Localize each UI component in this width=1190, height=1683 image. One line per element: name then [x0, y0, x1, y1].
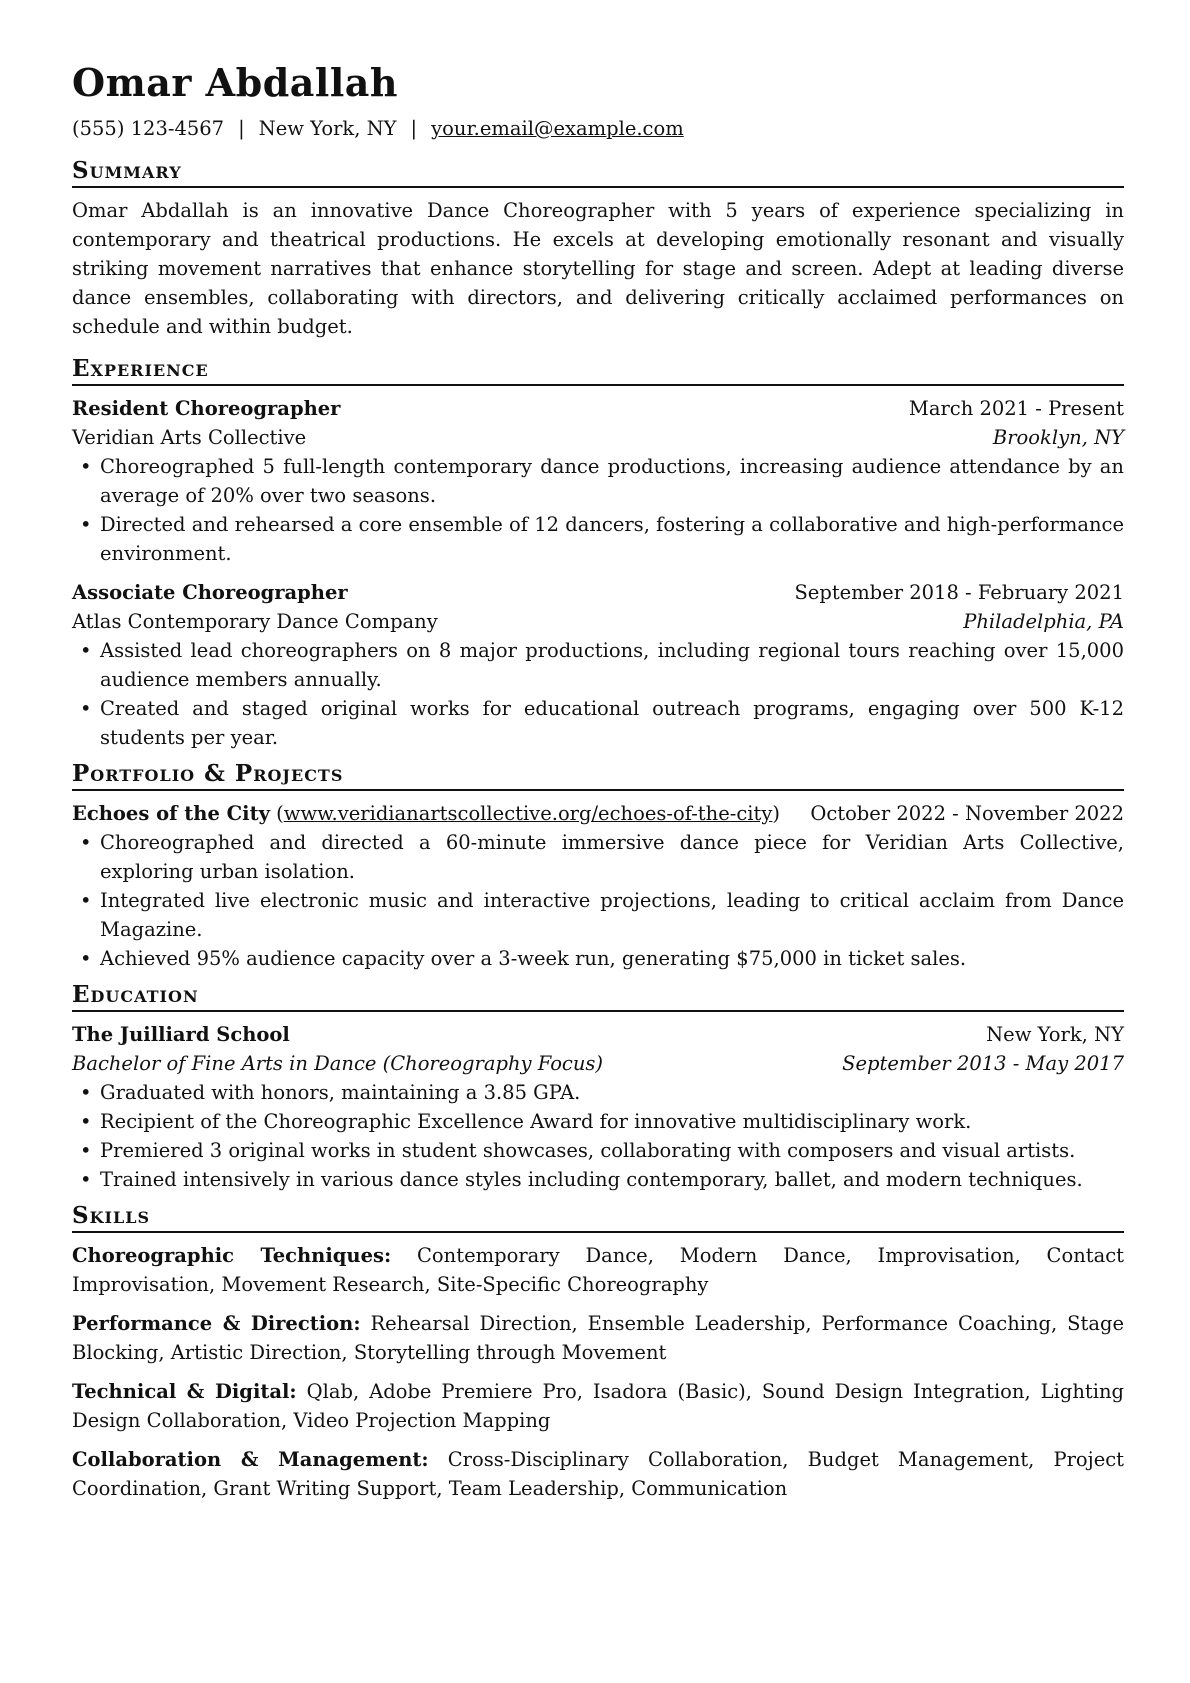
skill-group [72, 1377, 1124, 1435]
candidate-name: Omar Abdallah [72, 60, 399, 105]
bullet-item: • Created and staged original works for educational outreach programs, engaging over 500 K-12 students per year. [72, 694, 1124, 752]
email-link[interactable]: your.email@example.com [431, 117, 684, 140]
bullet-item: • Recipient of the Choreographic Excellence Award for innovative multidisciplinary work. [72, 1107, 1124, 1136]
projects-section [72, 760, 1124, 973]
experience-entry [72, 578, 1124, 752]
skill-group [72, 1241, 1124, 1299]
job-title: Resident Choreographer [72, 397, 341, 420]
bullet-item: • Directed and rehearsed a core ensemble of 12 dancers, fostering a collaborative and high-performance environment. [72, 510, 1124, 568]
job-bullets [72, 452, 1124, 568]
school-location: New York, NY [986, 1023, 1124, 1046]
job-dates: September 2018 - February 2021 [794, 581, 1124, 604]
skills-section [72, 1202, 1124, 1503]
contact-line [72, 114, 1124, 149]
job-location: Philadelphia, PA [963, 610, 1124, 633]
job-location: Brooklyn, NY [992, 426, 1124, 449]
contact-separator: | [238, 117, 245, 140]
job-dates: March 2021 - Present [908, 397, 1124, 420]
skill-group-label: Collaboration & Management: [72, 1448, 429, 1471]
skill-group [72, 1445, 1124, 1503]
section-title-experience: Experience [72, 355, 1124, 386]
phone-number: (555) 123-4567 [72, 117, 225, 140]
skill-group-label: Performance & Direction: [72, 1312, 361, 1335]
contact-separator: | [410, 117, 418, 140]
project-entry [72, 799, 1124, 973]
education-entry [72, 1020, 1124, 1194]
project-name: Echoes of the City [72, 802, 270, 825]
job-title: Associate Choreographer [72, 581, 348, 604]
project-bullets [72, 828, 1124, 973]
location: New York, NY [258, 117, 397, 140]
skill-group-label: Choreographic Techniques: [72, 1244, 392, 1267]
bullet-item: • Achieved 95% audience capacity over a 3-week run, generating $75,000 in ticket sales. [72, 944, 1124, 973]
company-name: Atlas Contemporary Dance Company [72, 610, 438, 633]
project-dates: October 2022 - November 2022 [810, 802, 1124, 825]
paren-close: ) [772, 802, 780, 825]
skill-group-label: Technical & Digital: [72, 1380, 297, 1403]
bullet-item: • Integrated live electronic music and interactive projections, leading to critical acclaim from Dance Magazine. [72, 886, 1124, 944]
bullet-item: • Premiered 3 original works in student showcases, collaborating with composers and visual artists. [72, 1136, 1124, 1165]
bullet-item: • Assisted lead choreographers on 8 major productions, including regional tours reaching over 15,000 audience members annually. [72, 636, 1124, 694]
section-title-summary: Summary [72, 157, 1124, 188]
bullet-item: • Choreographed and directed a 60-minute immersive dance piece for Veridian Arts Collective, exploring urban isolation. [72, 828, 1124, 886]
project-url-link[interactable]: www.veridianartscollective.org/echoes-of-the-city [283, 802, 773, 825]
skill-group-values: Contemporary Dance, Modern Dance, Improvisation, Contact Improvisation, Movement Research, Site-Specific Choreography [72, 1244, 1124, 1296]
resume-page [72, 58, 1124, 1513]
bullet-item: • Graduated with honors, maintaining a 3.85 GPA. [72, 1078, 1124, 1107]
section-title-skills: Skills [72, 1202, 1124, 1233]
skill-group-values: Rehearsal Direction, Ensemble Leadership, Performance Coaching, Stage Blocking, Artistic Direction, Storytelling through Movement [72, 1312, 1124, 1364]
experience-entry [72, 394, 1124, 568]
experience-section [72, 355, 1124, 752]
job-bullets [72, 636, 1124, 752]
section-title-projects: Portfolio & Projects [72, 760, 1124, 791]
company-name: Veridian Arts Collective [72, 426, 307, 449]
bullet-item: • Trained intensively in various dance styles including contemporary, ballet, and modern techniques. [72, 1165, 1124, 1194]
skill-group [72, 1309, 1124, 1367]
section-title-education: Education [72, 981, 1124, 1012]
school-name: The Juilliard School [72, 1023, 290, 1046]
degree: Bachelor of Fine Arts in Dance (Choreography Focus) [72, 1052, 604, 1075]
paren-open: ( [276, 802, 284, 825]
summary-section [72, 157, 1124, 341]
skill-group-values: Qlab, Adobe Premiere Pro, Isadora (Basic), Sound Design Integration, Lighting Design Collaboration, Video Projection Mapping [72, 1380, 1125, 1432]
education-dates: September 2013 - May 2017 [842, 1052, 1124, 1075]
education-bullets [72, 1078, 1124, 1194]
education-section [72, 981, 1124, 1194]
summary-text: Omar Abdallah is an innovative Dance Choreographer with 5 years of experience specializing in contemporary and theatrical productions. He excels at developing emotionally resonant and visually striking movement narratives that enhance storytelling for stage and screen. Adept at leading diverse dance ensembles, collaborating with directors, and delivering critically acclaimed performances on schedule and within budget. [72, 199, 1124, 338]
skill-group-values: Cross-Disciplinary Collaboration, Budget Management, Project Coordination, Grant Writing Support, Team Leadership, Communication [72, 1448, 1124, 1500]
bullet-item: • Choreographed 5 full-length contemporary dance productions, increasing audience attendance by an average of 20% over two seasons. [72, 452, 1124, 510]
